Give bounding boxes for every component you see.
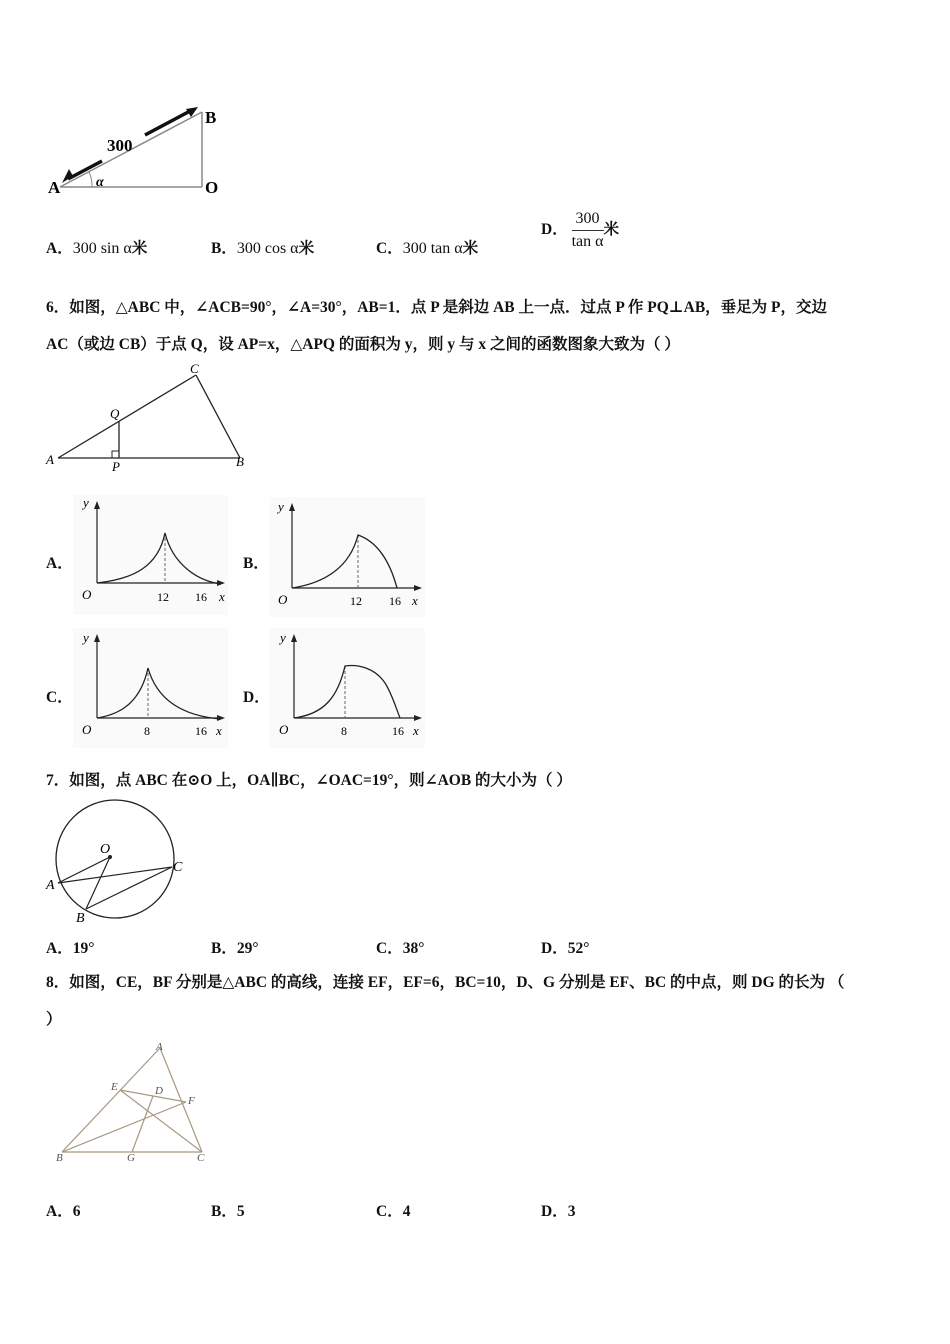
- q8-point-A: A: [156, 1041, 163, 1053]
- q6-graph-b-y-label: y: [278, 499, 284, 514]
- q6-stem-line2: AC（或边 CB）于点 Q，设 AP=x，△APQ 的面积为 y，则 y 与 x 之间的函数图象大致为（ ）: [46, 336, 680, 353]
- q5-option-d-fraction: $\frac{300}{\text{tan α}}$: [571, 210, 604, 250]
- q7-option-b[interactable]: B．29°: [211, 940, 259, 957]
- q7-stem: 7．如图，点 ABC 在⊙O 上，OA∥BC，∠OAC=19°，则∠AOB 的大小为（ ）: [46, 772, 572, 789]
- q8-point-G: G: [127, 1152, 135, 1164]
- q5-option-d[interactable]: D． $\frac{300}{\text{tan α}}$ 米: [541, 210, 620, 250]
- q6-graph-d[interactable]: [270, 628, 425, 748]
- q8-point-E: E: [111, 1081, 118, 1093]
- q7-point-B: B: [76, 911, 85, 926]
- q6-point-B: B: [236, 454, 244, 469]
- q8-point-D: D: [155, 1085, 163, 1097]
- q6-graph-c-end-tick: 16: [195, 724, 207, 738]
- q8-option-d[interactable]: D．3: [541, 1203, 576, 1220]
- q7-option-c[interactable]: C．38°: [376, 940, 425, 957]
- q7-option-d[interactable]: D．52°: [541, 940, 590, 957]
- q6-graph-a-x-label: x: [219, 589, 225, 604]
- q7-option-a[interactable]: A．19°: [46, 940, 95, 957]
- q6-graph-a-y-label: y: [83, 495, 89, 510]
- q6-graph-b-x-label: x: [412, 593, 418, 608]
- q6-graph-b-mid-tick: 12: [350, 594, 362, 608]
- q6-graph-c-mid-tick: 8: [144, 724, 150, 738]
- q8-stem-line2: ）: [46, 1011, 62, 1028]
- q6-triangle-figure: [44, 360, 249, 475]
- q6-graph-a-mid-tick: 12: [157, 590, 169, 604]
- q8-option-a[interactable]: A．6: [46, 1203, 81, 1220]
- q8-point-C: C: [197, 1152, 205, 1164]
- q6-graph-d-origin: O: [279, 722, 289, 737]
- q8-point-F: F: [188, 1095, 195, 1107]
- q7-point-A: A: [46, 878, 55, 893]
- q6-graph-c-y-label: y: [83, 630, 89, 645]
- q6-graph-c-origin: O: [82, 722, 92, 737]
- q5-length-label: 300: [107, 136, 133, 155]
- q7-point-C: C: [173, 860, 183, 875]
- q5-option-a[interactable]: A．300 sin α米: [46, 240, 148, 257]
- q5-option-b[interactable]: B．300 cos α米: [211, 240, 315, 257]
- q6-point-P: P: [112, 459, 120, 474]
- q6-graph-c-x-label: x: [216, 723, 222, 738]
- q5-point-O: O: [205, 178, 219, 197]
- q6-point-C: C: [190, 361, 199, 376]
- q5-point-B: B: [205, 108, 217, 127]
- q8-option-c[interactable]: C．4: [376, 1203, 411, 1220]
- q8-point-B: B: [56, 1152, 63, 1164]
- q6-graph-a-origin: O: [82, 587, 92, 602]
- q6-option-a-letter[interactable]: A．: [46, 555, 73, 572]
- q5-point-A: A: [48, 178, 61, 197]
- q5-slope-figure: [40, 95, 240, 205]
- q6-graph-d-mid-tick: 8: [341, 724, 347, 738]
- q6-graph-c[interactable]: [73, 628, 228, 748]
- q7-point-O: O: [100, 842, 111, 857]
- q6-option-c-letter[interactable]: C．: [46, 689, 73, 706]
- q6-graph-d-x-label: x: [413, 723, 419, 738]
- q8-triangle-figure: [52, 1040, 222, 1165]
- q6-graph-b-origin: O: [278, 592, 288, 607]
- q8-stem-line1: 8．如图，CE，BF 分别是△ABC 的高线，连接 EF，EF=6，BC=10，D、G 分别是 EF、BC 的中点，则 DG 的长为 （: [46, 974, 845, 991]
- q6-graph-d-y-label: y: [280, 630, 286, 645]
- q6-graph-b-end-tick: 16: [389, 594, 401, 608]
- q6-graph-a-end-tick: 16: [195, 590, 207, 604]
- q5-option-c[interactable]: C．300 tan α米: [376, 240, 479, 257]
- q6-graph-a[interactable]: [73, 495, 228, 615]
- q6-graph-d-end-tick: 16: [392, 724, 404, 738]
- q6-point-A: A: [46, 452, 54, 467]
- q6-graph-b[interactable]: [270, 497, 425, 617]
- q8-option-b[interactable]: B．5: [211, 1203, 245, 1220]
- q6-point-Q: Q: [110, 406, 120, 421]
- q6-option-d-letter[interactable]: D．: [243, 689, 270, 706]
- q6-option-b-letter[interactable]: B．: [243, 555, 269, 572]
- q7-circle-figure: [42, 795, 192, 930]
- q6-stem-line1: 6．如图，△ABC 中，∠ACB=90°，∠A=30°，AB=1．点 P 是斜边 AB 上一点．过点 P 作 PQ⊥AB，垂足为 P，交边: [46, 299, 828, 316]
- q5-angle-alpha: α: [96, 175, 104, 190]
